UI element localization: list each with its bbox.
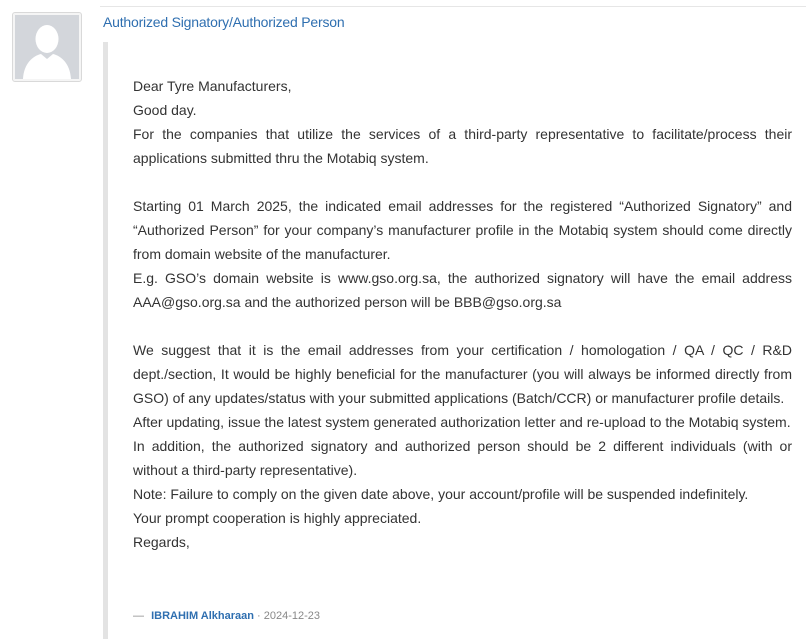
post-paragraph: Dear Tyre Manufacturers, [133,78,292,94]
post-body [133,74,792,554]
post-paragraph: Starting 01 March 2025, the indicated email addresses for the registered “Authorized Signatory” and “Authorized Person” for your company’s manufacturer profile in the Motabiq system should come directly from domain website of the manufacturer. [133,198,792,262]
post-paragraph: After updating, issue the latest system generated authorization letter and re-upload to the Motabiq system. [133,414,791,430]
post-paragraph: Regards, [133,534,190,550]
post-paragraph: Note: Failure to comply on the given date above, your account/profile will be suspended indefinitely. [133,486,749,502]
author-name-link[interactable]: IBRAHIM Alkharaan [151,610,254,622]
avatar[interactable] [12,12,82,82]
signature-dash: — [133,610,144,622]
signature-separator: · [257,610,261,622]
post-date: 2024-12-23 [263,610,321,622]
post-paragraph: Your prompt cooperation is highly appreciated. [133,510,422,526]
post-paragraph: For the companies that utilize the services of a third-party representative to facilitate/process their applications submitted thru the Motabiq system. [133,126,792,166]
author-title-link[interactable]: Authorized Signatory/Authorized Person [103,14,345,30]
default-user-silhouette-icon [15,15,79,79]
post-paragraph: Good day. [133,102,197,118]
post-signature [133,610,320,622]
top-divider [100,6,806,7]
post-paragraph: E.g. GSO’s domain website is www.gso.org.sa, the authorized signatory will have the email address AAA@gso.org.sa and the authorized person will be BBB@gso.org.sa [133,270,792,310]
post-blockquote [103,42,792,639]
post-paragraph: We suggest that it is the email addresses from your certification / homologation / QA / QC / R&D dept./section, It would be highly beneficial for the manufacturer (you will always be informed directly from GSO) of any updates/status with your submitted applications (Batch/CCR) or manufacturer profile details. [133,342,792,406]
post-paragraph: In addition, the authorized signatory and authorized person should be 2 different individuals (with or without a third-party representative). [133,438,792,478]
